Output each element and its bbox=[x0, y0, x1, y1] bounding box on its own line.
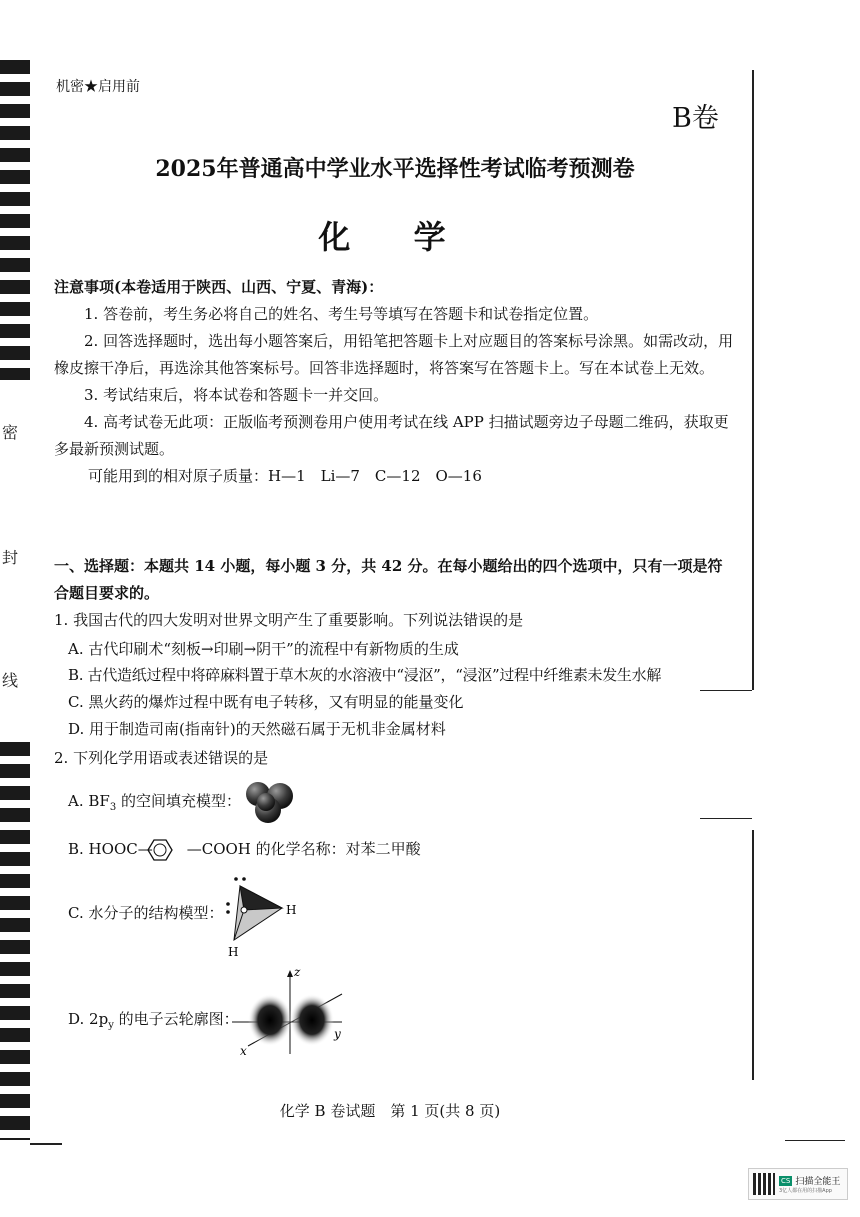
q1-option-a: A. 古代印刷术“刻板→印刷→阴干”的流程中有新物质的生成 bbox=[68, 640, 459, 658]
notice-item: 1. 答卷前，考生务必将自己的姓名、考生号等填写在答题卡和试卷指定位置。 bbox=[84, 305, 599, 323]
q2-option-c: C. 水分子的结构模型： bbox=[68, 904, 224, 922]
page-footer: 化学 B 卷试题 第 1 页(共 8 页) bbox=[279, 1102, 501, 1120]
secret-mark: 机密★启用前 bbox=[56, 79, 140, 95]
frame-line bbox=[752, 830, 754, 1080]
notice-item: 3. 考试结束后，将本试卷和答题卡一并交回。 bbox=[84, 386, 389, 404]
benzene-ring-icon bbox=[140, 838, 180, 862]
h-atom-label: H bbox=[228, 945, 239, 959]
notice-item: 4. 高考试卷无此项：正版临考预测卷用户使用考试在线 APP 扫描试题旁边子母题二维码，获取更多最新预测试题。 bbox=[54, 413, 729, 458]
q2-option-a bbox=[68, 790, 241, 813]
scanner-badge: CS bbox=[781, 1176, 791, 1185]
qr-code-icon bbox=[753, 1173, 775, 1195]
q2-option-b bbox=[68, 838, 421, 859]
axis-y-label: y bbox=[334, 1027, 341, 1041]
subscript: 3 bbox=[109, 802, 117, 813]
q2-option-d bbox=[68, 1008, 239, 1031]
atomic-masses: 可能用到的相对原子质量：H—1 Li—7 C—12 O—16 bbox=[88, 467, 482, 485]
subscript: y bbox=[108, 1020, 114, 1031]
exam-title: 2025年普通高中学业水平选择性考试临考预测卷 bbox=[155, 156, 635, 182]
frame-line bbox=[700, 690, 752, 691]
frame-line bbox=[30, 1143, 62, 1145]
margin-char: 线 bbox=[2, 671, 19, 690]
axis-x-label: x bbox=[240, 1044, 247, 1058]
2py-electron-cloud bbox=[230, 964, 360, 1059]
notice-heading: 注意事项(本卷适用于陕西、山西、宁夏、青海)： bbox=[54, 278, 384, 296]
paper-version: B卷 bbox=[672, 103, 719, 134]
q2-option-a-text: 的空间填充模型： bbox=[116, 792, 241, 810]
section1-heading: 一、选择题：本题共 14 小题，每小题 3 分，共 42 分。在每小题给出的四个选项中，只有一项是符合题目要求的。 bbox=[54, 557, 723, 602]
scanner-sub: 3亿人都在用的扫描App bbox=[779, 1188, 832, 1194]
margin-char: 密 bbox=[2, 423, 19, 442]
bf3-space-filling-model bbox=[238, 780, 302, 824]
q1-option-b: B. 古代造纸过程中将碎麻料置于草木灰的水溶液中“浸沤”，“浸沤”过程中纤维素未发生水解 bbox=[68, 666, 662, 684]
margin-char: 封 bbox=[2, 548, 19, 567]
scanner-name: 扫描全能王 bbox=[795, 1177, 841, 1187]
q1-option-c: C. 黑火药的爆炸过程中既有电子转移，又有明显的能量变化 bbox=[68, 693, 464, 711]
frame-line bbox=[785, 1140, 845, 1141]
q1-option-d: D. 用于制造司南(指南针)的天然磁石属于无机非金属材料 bbox=[68, 720, 446, 738]
q2-option-d-text: 的电子云轮廓图： bbox=[113, 1010, 239, 1028]
notice-item: 2. 回答选择题时，选出每小题答案后，用铅笔把答题卡上对应题目的答案标号涂黑。如需改动，用橡皮擦干净后，再选涂其他答案标号。回答非选择题时，将答案写在答题卡上。写在本试卷上无效。 bbox=[54, 332, 734, 377]
q2-option-b-text: B. HOOC— bbox=[68, 840, 153, 858]
water-structure-model bbox=[222, 874, 302, 960]
subject-title: 化 学 bbox=[318, 218, 472, 256]
q2-option-a-text: A. BF bbox=[68, 792, 110, 810]
notice-block bbox=[54, 274, 734, 490]
q1-stem: 1. 我国古代的四大发明对世界文明产生了重要影响。下列说法错误的是 bbox=[54, 611, 524, 629]
q2-option-d-text: D. 2p bbox=[68, 1010, 109, 1028]
axis-z-label: z bbox=[294, 965, 301, 979]
q2-stem: 2. 下列化学用语或表述错误的是 bbox=[54, 749, 269, 767]
scanner-watermark bbox=[748, 1168, 848, 1200]
h-atom-label: H bbox=[286, 903, 297, 917]
q2-option-b-text: —COOH 的化学名称：对苯二甲酸 bbox=[186, 840, 421, 858]
frame-line bbox=[700, 818, 752, 819]
